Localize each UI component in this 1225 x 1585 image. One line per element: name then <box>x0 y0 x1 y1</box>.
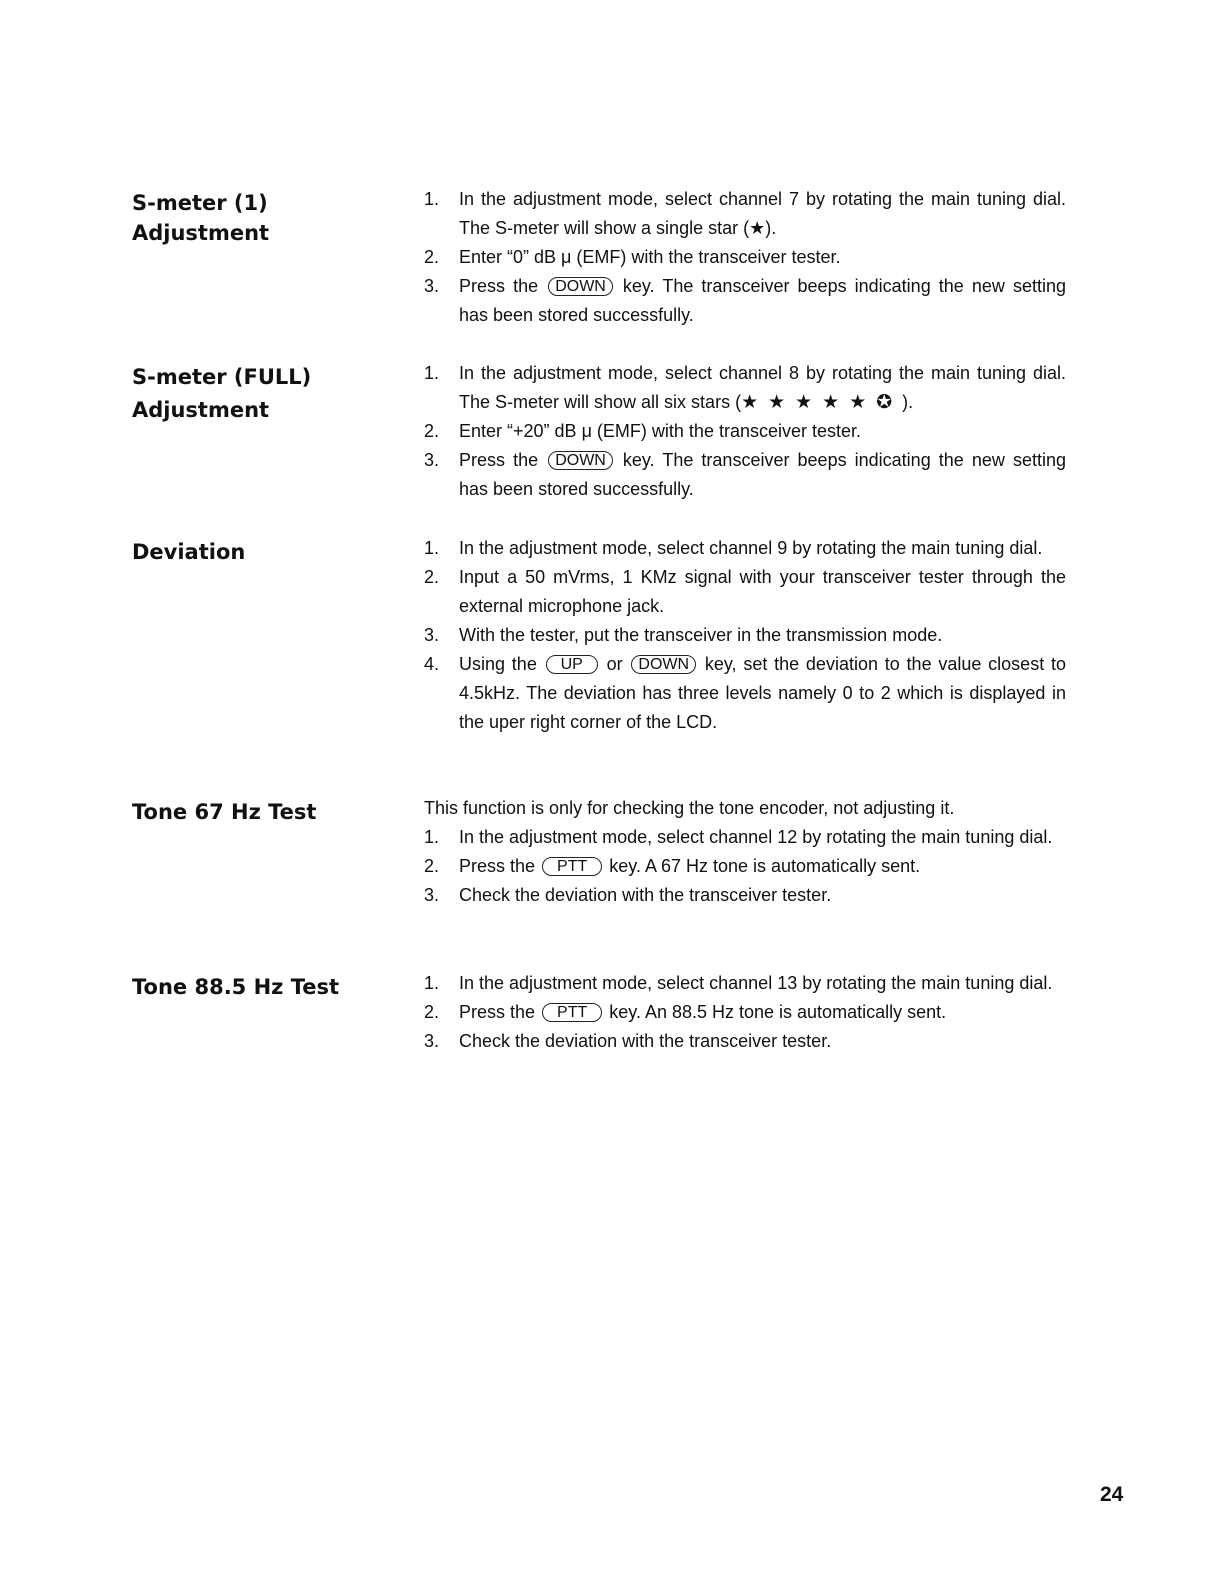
list-item <box>424 998 1066 1027</box>
step-list <box>424 823 1066 910</box>
heading-line: S-meter (FULL) <box>132 365 312 389</box>
step-number: 1. <box>424 827 440 847</box>
list-item <box>424 621 1066 650</box>
step-number: 1. <box>424 363 440 383</box>
up-key-icon: UP <box>546 655 598 674</box>
step-number: 2. <box>424 1002 440 1022</box>
step-text: Press the <box>459 1002 541 1022</box>
step-number: 4. <box>424 654 440 674</box>
step-text: Enter “+20” dB μ (EMF) with the transceiver tester. <box>459 421 862 441</box>
list-item <box>424 969 1066 998</box>
step-number: 1. <box>424 973 440 993</box>
step-text: In the adjustment mode, select channel 7 by rotating the main tuning dial. The S-meter will show a single star ( <box>459 189 1066 238</box>
list-item <box>424 563 1066 621</box>
step-text: Press the <box>459 856 541 876</box>
step-text: With the tester, put the transceiver in the transmission mode. <box>459 625 943 645</box>
section-heading: S-meter (1) Adjustment <box>132 191 270 245</box>
list-item <box>424 185 1066 243</box>
step-text: In the adjustment mode, select channel 12 by rotating the main tuning dial. <box>459 827 1053 847</box>
list-item <box>424 446 1066 504</box>
section-heading <box>132 362 402 425</box>
step-number: 2. <box>424 856 440 876</box>
list-item <box>424 1027 1066 1056</box>
step-list <box>424 185 1066 330</box>
step-list <box>424 534 1066 737</box>
step-text: Enter “0” dB μ (EMF) with the transceiver tester. <box>459 247 841 267</box>
step-list <box>424 359 1066 504</box>
step-number: 1. <box>424 538 440 558</box>
list-item <box>424 359 1066 417</box>
section-body <box>424 794 1066 910</box>
list-item <box>424 272 1066 330</box>
step-text: In the adjustment mode, select channel 13 by rotating the main tuning dial. <box>459 973 1053 993</box>
step-text: key. The transceiver beeps indicating the new setting has been stored successfully. <box>459 450 1066 499</box>
step-number: 2. <box>424 247 440 267</box>
page-number: 24 <box>1100 1483 1124 1506</box>
section-body <box>424 359 1066 504</box>
step-text: or <box>599 654 630 674</box>
step-number: 3. <box>424 450 440 470</box>
step-number: 3. <box>424 625 440 645</box>
step-number: 1. <box>424 189 440 209</box>
step-text: key. The transceiver beeps indicating the new setting has been stored successfully. <box>459 276 1066 325</box>
step-number: 3. <box>424 885 440 905</box>
step-text: In the adjustment mode, select channel 9 by rotating the main tuning dial. <box>459 538 1043 558</box>
list-item <box>424 650 1066 737</box>
step-text: key, set the deviation to the value closest to 4.5kHz. The deviation has three levels namely 0 to 2 which is displayed in the uper right corner of the LCD. <box>459 654 1066 732</box>
step-number: 2. <box>424 421 440 441</box>
step-text: Press the <box>459 276 547 296</box>
list-item <box>424 852 1066 881</box>
section-body <box>424 969 1066 1056</box>
step-number: 2. <box>424 567 440 587</box>
list-item <box>424 823 1066 852</box>
down-key-icon: DOWN <box>548 277 613 296</box>
step-text: Check the deviation with the transceiver tester. <box>459 885 832 905</box>
ptt-key-icon: PTT <box>542 857 602 876</box>
heading-line: Adjustment <box>132 398 270 422</box>
down-key-icon: DOWN <box>548 451 613 470</box>
step-text: Press the <box>459 450 547 470</box>
section-heading: Deviation <box>132 540 246 564</box>
step-text: ). <box>765 218 777 238</box>
step-text: In the adjustment mode, select channel 8 by rotating the main tuning dial. The S-meter will show all six stars ( <box>459 363 1066 412</box>
section-body <box>424 185 1066 330</box>
ptt-key-icon: PTT <box>542 1003 602 1022</box>
down-key-icon: DOWN <box>631 655 696 674</box>
list-item <box>424 243 1066 272</box>
step-text: Check the deviation with the transceiver tester. <box>459 1031 832 1051</box>
section-intro: This function is only for checking the tone encoder, not adjusting it. <box>424 798 955 818</box>
section-heading: Tone 67 Hz Test <box>132 800 317 824</box>
step-number: 3. <box>424 1031 440 1051</box>
section-heading: Tone 88.5 Hz Test <box>132 975 340 999</box>
list-item <box>424 534 1066 563</box>
stars-icon: ★★★★★✪ <box>741 392 903 413</box>
step-text: key. An 88.5 Hz tone is automatically sent. <box>604 1002 947 1022</box>
star-icon: ★ <box>749 218 766 238</box>
step-number: 3. <box>424 276 440 296</box>
step-text: ). <box>902 392 914 412</box>
step-text: Input a 50 mVrms, 1 KMz signal with your transceiver tester through the external microphone jack. <box>459 567 1066 616</box>
list-item <box>424 417 1066 446</box>
step-text: key. A 67 Hz tone is automatically sent. <box>604 856 921 876</box>
step-list <box>424 969 1066 1056</box>
list-item <box>424 881 1066 910</box>
section-body <box>424 534 1066 737</box>
step-text: Using the <box>459 654 544 674</box>
